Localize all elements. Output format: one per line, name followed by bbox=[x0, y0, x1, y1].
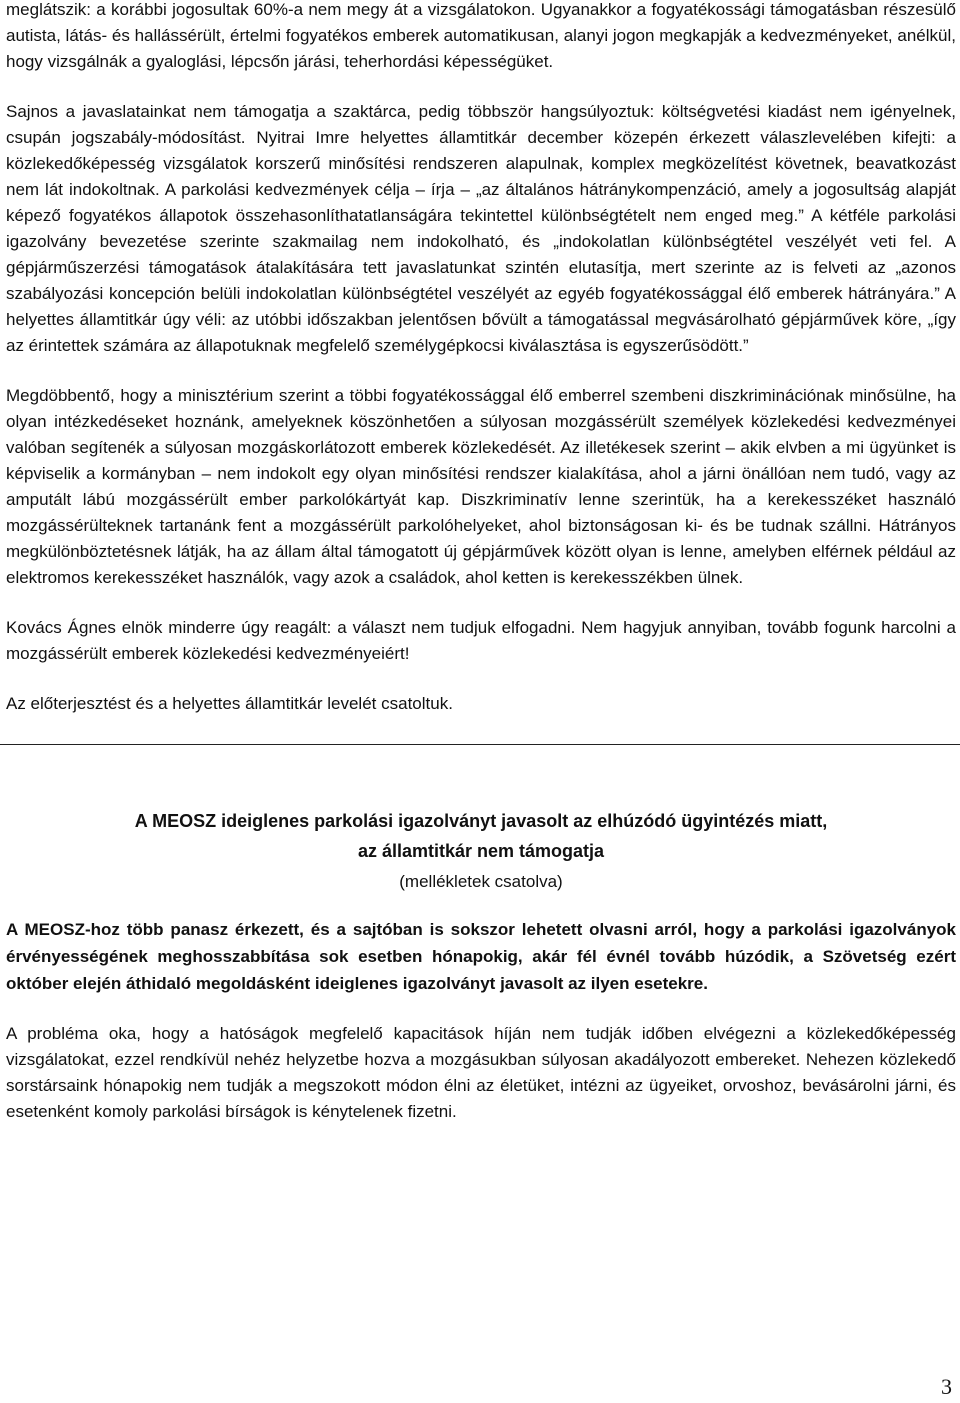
section-heading bbox=[6, 806, 956, 866]
section-heading-line-1: A MEOSZ ideiglenes parkolási igazolványt javasolt az elhúzódó ügyintézés miatt, bbox=[134, 811, 828, 831]
paragraph-discrimination: Megdöbbentő, hogy a minisztérium szerint a többi fogyatékossággal élő emberrel szembeni diszkriminációnak minősülne, ha olyan intézkedéseket hoznánk, amelyeknek köszönhetően a súlyosan mozgássérült személyek közlekedési kedvezményei valóban segítenék a súlyosan mozgáskorlátozott emberek közlekedését. Az illetékesek szerint – akik elvben a mi ügyünket is képviselik a kormányban – nem indokolt egy olyan minősítési rendszer kialakítása, ahol a járni önállóan nem tudó, vagy az amputált lábú mozgássérült ember parkolókártyát kap. Diszkriminatív lenne szerintük, ha a kerekesszéket használó mozgássérülteknek tartanánk fent a mozgássérült parkolóhelyeket, ahol biztonságosan ki- és be tudnak szállni. Hátrányos megkülönböztetésnek látják, ha az állam által támogatott új gépjárművek között olyan is lenne, amelyben elférnek például az elektromos kerekesszéket használók, vagy azok a családok, ahol ketten is kerekesszékben ülnek. bbox=[6, 386, 956, 587]
section-subtitle: (mellékletek csatolva) bbox=[399, 872, 563, 891]
section-body-paragraph: A probléma oka, hogy a hatóságok megfelelő kapacitások híján nem tudják időben elvégezni a közlekedőképesség vizsgálatokat, ezzel rendkívül nehéz helyzetbe hozva a mozgásukban súlyosan akadályozott embereket. Nehezen közlekedő sorstársaink hónapokig nem tudják a megszokott módon élni az életüket, intézni az ügyeiket, orvoshoz, bevásárolni járni, és esetenként komoly parkolási bírságok is kénytelenek fizetni. bbox=[6, 1024, 956, 1121]
page-number: 3 bbox=[941, 1374, 952, 1399]
section-lead-paragraph: A MEOSZ-hoz több panasz érkezett, és a sajtóban is sokszor lehetett olvasni arról, hogy a parkolási igazolványok érvényességének meghosszabbítása sok esetben hónapokig, akár fél évnél tovább húzódik, a Szövetség ezért október elején áthidaló megoldásként ideiglenes igazolványt javasolt az ilyen esetekre. bbox=[6, 920, 956, 993]
section-divider bbox=[0, 744, 960, 745]
paragraph-attachments: Az előterjesztést és a helyettes államtitkár levelét csatoltuk. bbox=[6, 694, 453, 713]
paragraph-president-reaction: Kovács Ágnes elnök minderre úgy reagált: a választ nem tudjuk elfogadni. Nem hagyjuk annyiban, tovább fogunk harcolni a mozgássérült emberek közlekedési kedvezményeiért! bbox=[6, 618, 956, 663]
paragraph-testing-results: meglátszik: a korábbi jogosultak 60%-a nem megy át a vizsgálatokon. Ugyanakkor a fogyatékossági támogatásban részesülő autista, látás- és hallássérült, értelmi fogyatékos emberek automatikusan, alanyi jogon megkapják a kedvezményeket, anélkül, hogy vizsgálnák a gyaloglási, lépcsőn járási, teherhordási képességüket. bbox=[6, 0, 956, 71]
section-heading-line-2: az államtitkár nem támogatja bbox=[357, 841, 605, 861]
paragraph-ministry-response: Sajnos a javaslatainkat nem támogatja a szaktárca, pedig többször hangsúlyoztuk: költségvetési kiadást nem igényelnek, csupán jogszabály-módosítást. Nyitrai Imre helyettes államtitkár december közepén érkezett válaszlevelében kifejti: a közlekedőképesség vizsgálatok korszerű minősítési rendszeren alapulnak, komplex megközelítést követnek, beavatkozást nem lát indokoltnak. A parkolási kedvezmények célja – írja – „az általános hátránykompenzáció, amely a jogosultság alapját képező fogyatékos állapotok összehasonlíthatatlanságára tekintettel különbségtételt nem enged meg.” A kétféle parkolási igazolvány bevezetése szerinte szakmailag nem indokolható, és „indokolatlan különbségtétel veszélyét veti fel. A gépjárműszerzési támogatások átalakítására tett javaslatunkat szintén elutasítja, mert szerinte az is felveti az „azonos szabályozási koncepción belüli indokolatlan különbségtétel veszélyét az egyéb fogyatékossággal élő emberek hátrányára.” A helyettes államtitkár úgy véli: az utóbbi időszakban jelentősen bővült a támogatással megvásárolható gépjárművek köre, „így az érintettek számára az állapotuknak megfelelő személygépkocsi kiválasztása is egyszerűsödött.” bbox=[6, 102, 956, 355]
document-page bbox=[6, 0, 956, 1125]
